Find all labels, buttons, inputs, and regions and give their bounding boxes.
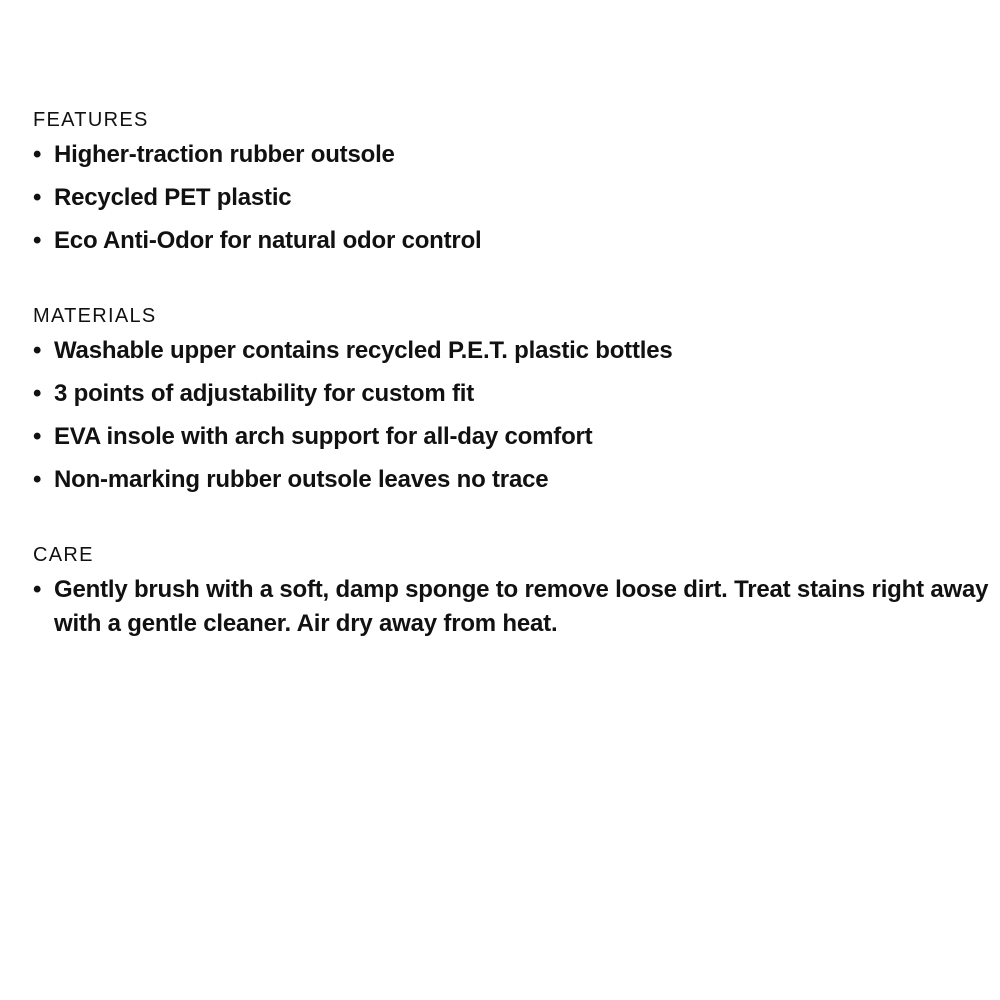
materials-section [33,304,993,497]
care-list [33,573,993,641]
care-heading: CARE [33,544,94,566]
bullet-icon: • [33,337,42,364]
materials-list [33,334,993,497]
bullet-icon: • [33,184,42,211]
features-heading: FEATURES [33,109,149,131]
list-item-text: Non-marking rubber outsole leaves no trace [54,466,549,493]
bullet-icon: • [33,466,42,493]
bullet-icon: • [33,423,42,450]
list-item [33,377,993,411]
list-item-text: Recycled PET plastic [54,184,292,211]
list-item [33,181,993,215]
product-details [33,108,993,687]
materials-heading: MATERIALS [33,305,157,327]
list-item-text: EVA insole with arch support for all-day comfort [54,423,593,450]
list-item [33,138,993,172]
bullet-icon: • [33,380,42,407]
list-item-text: Higher-traction rubber outsole [54,141,395,168]
list-item-text: 3 points of adjustability for custom fit [54,380,475,407]
list-item [33,420,993,454]
bullet-icon: • [33,576,42,603]
features-section [33,108,993,258]
care-section [33,543,993,641]
list-item [33,224,993,258]
list-item [33,334,993,368]
list-item-text: Gently brush with a soft, damp sponge to remove loose dirt. Treat stains right away with a gentle cleaner. Air dry away from heat. [54,576,989,637]
features-list [33,138,993,258]
bullet-icon: • [33,227,42,254]
list-item-text: Washable upper contains recycled P.E.T. plastic bottles [54,337,673,364]
bullet-icon: • [33,141,42,168]
list-item [33,573,993,641]
list-item-text: Eco Anti-Odor for natural odor control [54,227,482,254]
list-item [33,463,993,497]
